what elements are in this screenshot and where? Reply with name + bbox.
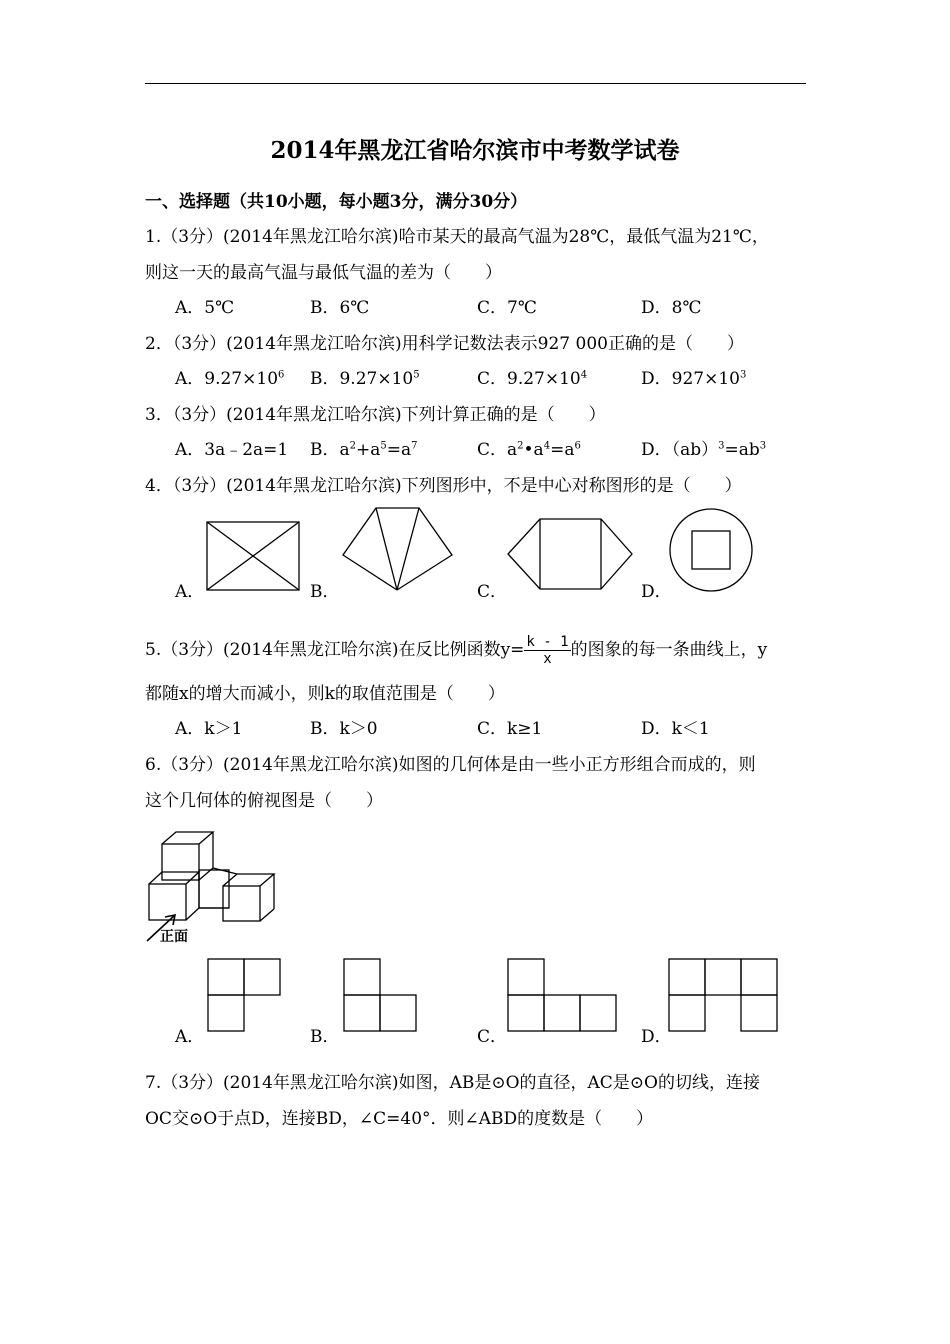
q6-option-c[interactable]: C． xyxy=(477,1027,508,1047)
q6-figure-a xyxy=(207,958,281,1032)
q4-stem: 4．（3分）(2014年黑龙江哈尔滨)下列图形中，不是中心对称图形的是（ ） xyxy=(145,476,742,496)
q6-option-d[interactable]: D． xyxy=(641,1027,672,1047)
q4-option-b[interactable]: B． xyxy=(310,582,340,602)
q4-option-a[interactable]: A． xyxy=(175,582,205,602)
q2-option-c[interactable]: C．$9.27\times 10^4$ xyxy=(477,369,588,389)
q1-option-c[interactable]: C．7℃ xyxy=(477,298,537,318)
page-title: 2014年黑龙江省哈尔滨市中考数学试卷 xyxy=(270,137,680,164)
header-rule xyxy=(145,83,806,84)
q1-option-b[interactable]: B．6℃ xyxy=(310,298,370,318)
q4-figure-a-rectangle-x xyxy=(206,521,300,591)
q1-option-a[interactable]: A．5℃ xyxy=(175,298,235,318)
q6-figure-d xyxy=(668,958,778,1032)
q3-option-b[interactable]: B．$a^2+a^5=a^7$ xyxy=(310,440,418,460)
q2-option-a[interactable]: A．$9.27\times 10^6$ xyxy=(175,369,285,389)
q6-option-b[interactable]: B． xyxy=(310,1027,340,1047)
q4-option-c[interactable]: C． xyxy=(477,582,508,602)
q2-option-b[interactable]: B．$9.27\times 10^5$ xyxy=(310,369,420,389)
q3-option-d[interactable]: D．$(ab)^3=ab^3$ xyxy=(641,440,767,460)
q5-stem-line1: 5.（3分）(2014年黑龙江哈尔滨)在反比例函数y= $\frac{k - 1}{x}$ 的图象的每一条曲线上，y xyxy=(145,634,768,667)
section-heading: 一、选择题（共10小题，每小题3分，满分30分） xyxy=(145,192,528,212)
q7-stem-line1: 7.（3分）(2014年黑龙江哈尔滨)如图，AB是⊙O的直径，AC是⊙O的切线，连接 xyxy=(145,1073,760,1093)
q6-figure-b xyxy=(343,958,418,1032)
q5-option-c[interactable]: C．k≥1 xyxy=(477,719,543,739)
q5-stem-line2: 都随x的增大而减小，则k的取值范围是（ ） xyxy=(145,684,505,704)
q1-stem-line2: 则这一天的最高气温与最低气温的差为（ ） xyxy=(145,263,502,283)
q4-figure-c-hexagon xyxy=(506,518,634,592)
q5-option-b[interactable]: B．k＞0 xyxy=(310,719,378,739)
q1-stem-line1: 1.（3分）(2014年黑龙江哈尔滨)哈市某天的最高气温为28℃，最低气温为21℃， xyxy=(145,227,769,247)
q6-stem-line2: 这个几何体的俯视图是（ ） xyxy=(145,791,383,811)
q6-option-a[interactable]: A． xyxy=(175,1027,205,1047)
q2-option-d[interactable]: D．$927\times 10^3$ xyxy=(641,369,747,389)
q4-option-d[interactable]: D． xyxy=(641,582,672,602)
q1-option-d[interactable]: D．8℃ xyxy=(641,298,702,318)
q6-stem-line1: 6.（3分）(2014年黑龙江哈尔滨)如图的几何体是由一些小正方形组合而成的，则 xyxy=(145,755,756,775)
q4-figure-d-circle-square xyxy=(668,507,754,593)
q3-stem: 3．（3分）(2014年黑龙江哈尔滨)下列计算正确的是（ ） xyxy=(145,405,606,425)
q6-figure-c xyxy=(507,958,617,1032)
q6-front-label: 正面 xyxy=(160,929,188,945)
q5-option-a[interactable]: A．k＞1 xyxy=(175,719,243,739)
q5-option-d[interactable]: D．k＜1 xyxy=(641,719,710,739)
q3-option-c[interactable]: C．$a^2•a^4=a^6$ xyxy=(477,440,581,460)
q3-option-a[interactable]: A．3a﹣2a=1 xyxy=(175,440,289,460)
q7-stem-line2: OC交⊙O于点D，连接BD，∠C=40°．则∠ABD的度数是（ ） xyxy=(145,1109,654,1129)
q4-figure-b-fan xyxy=(340,506,456,592)
q2-stem: 2．（3分）(2014年黑龙江哈尔滨)用科学记数法表示927 000正确的是（ ） xyxy=(145,334,744,354)
q5-fraction: $\frac{k - 1}{x}$ xyxy=(526,634,569,667)
